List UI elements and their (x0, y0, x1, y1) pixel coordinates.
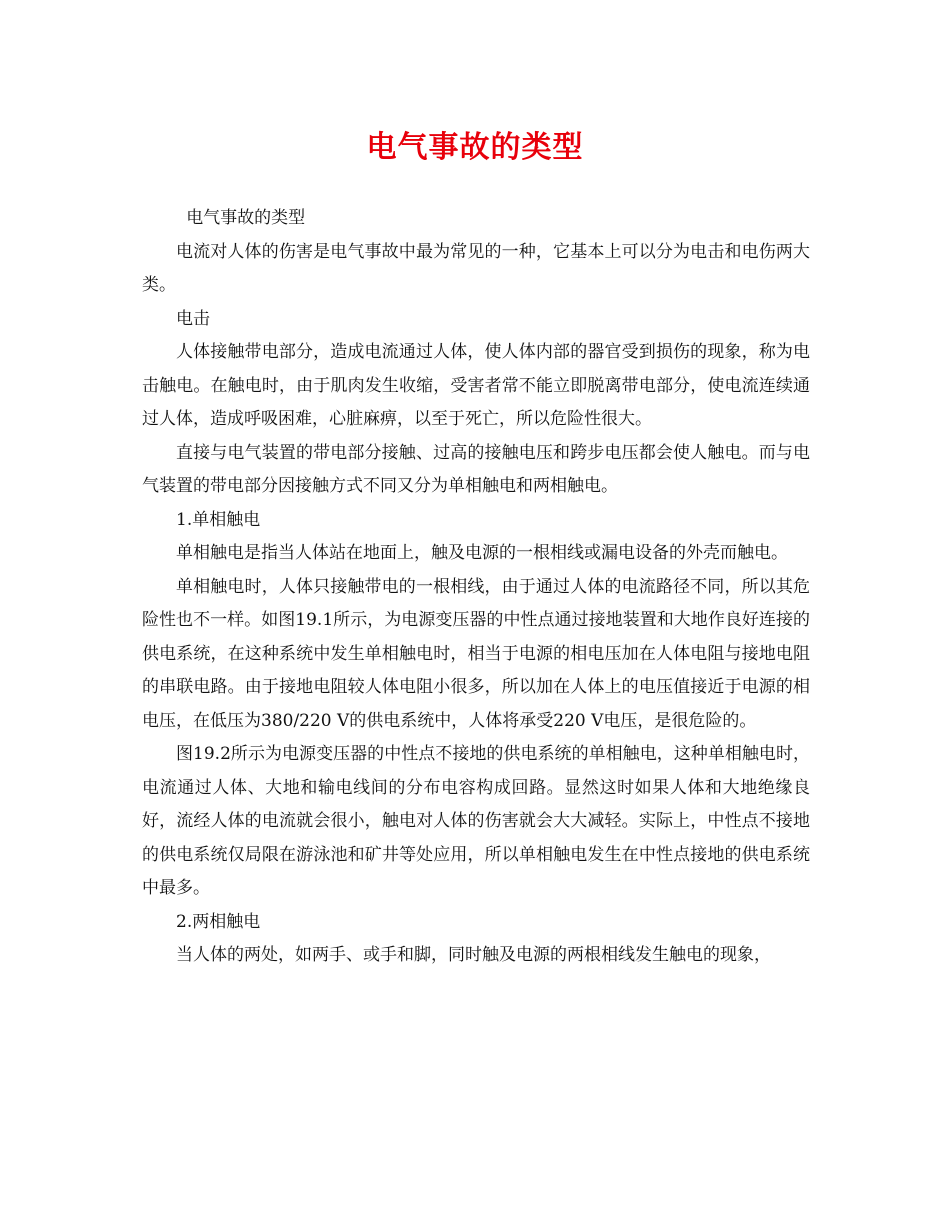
paragraph-subtitle: 电气事故的类型 (186, 208, 306, 228)
paragraph-electric-shock: 人体接触带电部分，造成电流通过人体，使人体内部的器官受到损伤的现象，称为电击触电。在触电时，由于肌肉发生收缩，受害者常不能立即脱离带电部分，使电流连续通过人体，造成呼吸困难，心脏麻痹，以至于死亡，所以危险性很大。 (142, 342, 810, 429)
document-title: 电气事故的类型 (366, 130, 584, 165)
section-heading-two-phase: 2.两相触电 (176, 911, 261, 932)
paragraph-single-phase-ungrounded: 图19.2所示为电源变压器的中性点不接地的供电系统的单相触电，这种单相触电时，电流通过人体、大地和输电线间的分布电容构成回路。显然这时如果人体和大地绝缘良好，流经人体的电流就会很小，触电对人体的伤害就会大大减轻。实际上，中性点不接地的供电系统仅局限在游泳池和矿井等处应用，所以单相触电发生在中性点接地的供电系统中最多。 (142, 744, 810, 898)
document-body (142, 202, 810, 973)
section-heading-electric-shock: 电击 (176, 308, 210, 329)
paragraph-single-phase-grounded: 单相触电时，人体只接触带电的一根相线，由于通过人体的电流路径不同，所以其危险性也不一样。如图19.1所示，为电源变压器的中性点通过接地装置和大地作良好连接的供电系统，在这种系统中发生单相触电时，相当于电源的相电压加在人体电阻与接地电阻的串联电路。由于接地电阻较人体电阻小很多，所以加在人体上的电压值接近于电源的相电压，在低压为380/220 V的供电系统中，人体将承受220 V电压，是很危险的。 (142, 576, 810, 731)
paragraph-intro: 电流对人体的伤害是电气事故中最为常见的一种，它基本上可以分为电击和电伤两大类。 (142, 241, 810, 295)
paragraph-two-phase: 当人体的两处，如两手、或手和脚，同时触及电源的两根相线发生触电的现象， (176, 945, 771, 965)
paragraph-single-phase-definition: 单相触电是指当人体站在地面上，触及电源的一根相线或漏电设备的外壳而触电。 (176, 543, 788, 563)
section-heading-single-phase: 1.单相触电 (176, 509, 261, 530)
paragraph-contact-types: 直接与电气装置的带电部分接触、过高的接触电压和跨步电压都会使人触电。而与电气装置的带电部分因接触方式不同又分为单相触电和两相触电。 (142, 442, 810, 496)
